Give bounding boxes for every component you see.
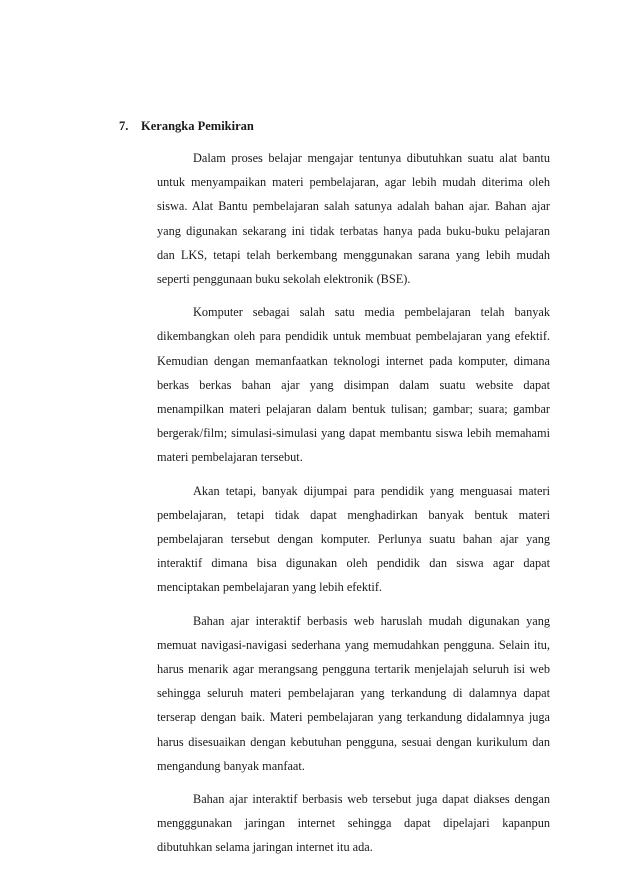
paragraph-2: Komputer sebagai salah satu media pembelajaran telah banyak dikembangkan oleh para pendidik untuk membuat pembelajaran yang efektif. Kemudian dengan memanfaatkan teknologi internet pada komputer, dimana berkas berkas bahan ajar yang disimpan dalam suatu website dapat menampilkan materi pelajaran dalam bentuk tulisan; gambar; suara; gambar bergerak/film; simulasi-simulasi yang dapat membantu siswa lebih memahami materi pembelajaran tersebut. [157,305,550,465]
paragraph-1: Dalam proses belajar mengajar tentunya dibutuhkan suatu alat bantu untuk menyampaikan materi pembelajaran, agar lebih mudah diterima oleh siswa. Alat Bantu pembelajaran salah satunya adalah bahan ajar. Bahan ajar yang digunakan sekarang ini tidak terbatas hanya pada buku-buku pelajaran dan LKS, tetapi telah berkembang menggunakan sarana yang lebih mudah seperti penggunaan buku sekolah elektronik (BSE). [157,151,550,287]
paragraph-4: Bahan ajar interaktif berbasis web haruslah mudah digunakan yang memuat navigasi-navigasi sederhana yang memudahkan pengguna. Selain itu, harus menarik agar merangsang pengguna tertarik menjelajah seluruh isi web sehingga seluruh materi pembelajaran yang terkandung di dalamnya dapat terserap dengan baik. Materi pembelajaran yang terkandung didalamnya juga harus disesuaikan dengan kebutuhan pengguna, sesuai dengan kurikulum dan mengandung banyak manfaat. [157,613,550,773]
section-number: 7. [119,119,129,133]
paragraph-3: Akan tetapi, banyak dijumpai para pendidik yang menguasai materi pembelajaran, tetapi tidak dapat menghadirkan banyak bentuk materi pembelajaran tersebut dengan komputer. Perlunya suatu bahan ajar yang interaktif dimana bisa digunakan oleh pendidik dan siswa agar dapat menciptakan pembelajaran yang lebih efektif. [157,483,550,595]
section-heading [119,117,254,135]
section-body [157,146,550,869]
paragraph-5: Bahan ajar interaktif berbasis web tersebut juga dapat diakses dengan mengggunakan jaringan internet sehingga dapat dipelajari kapanpun dibutuhkan selama jaringan internet itu ada. [157,792,550,855]
section-title: Kerangka Pemikiran [141,119,254,133]
